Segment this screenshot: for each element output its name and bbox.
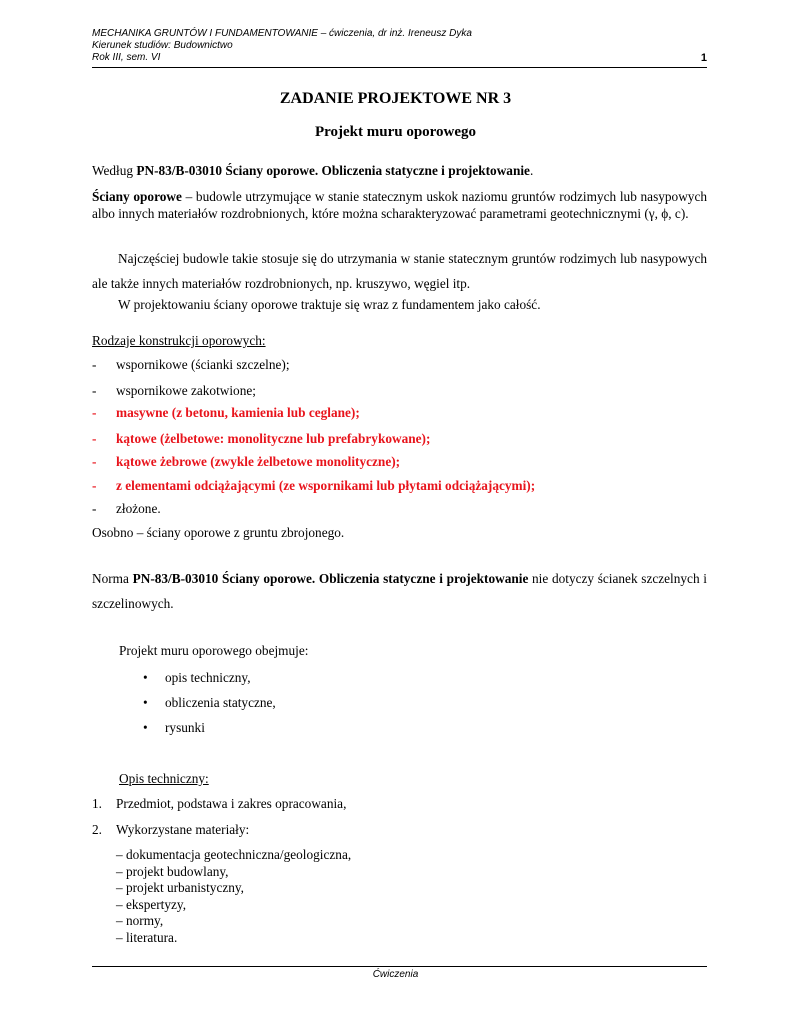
- page-header: [92, 28, 707, 64]
- definition-term: Ściany oporowe: [92, 189, 182, 204]
- bullet-item: • rysunki: [143, 720, 205, 735]
- definition-paragraph: [92, 188, 707, 222]
- material-item: – ekspertyzy,: [116, 896, 187, 912]
- list-item-highlight: - z elementami odciążającymi (ze wspornikami lub płytami odciążającymi);: [92, 478, 536, 493]
- numbered-item: 1. Przedmiot, podstawa i zakres opracowania,: [92, 796, 347, 811]
- paragraph-design: W projektowaniu ściany oporowe traktuje się wraz z fundamentem jako całość.: [118, 297, 541, 312]
- material-item: – dokumentacja geotechniczna/geologiczna,: [116, 847, 352, 862]
- page-footer: Ćwiczenia: [372, 969, 419, 980]
- material-item: – projekt urbanistyczny,: [116, 880, 245, 895]
- separately-note: Osobno – ściany oporowe z gruntu zbrojonego.: [92, 525, 345, 540]
- page-number: 1: [700, 52, 707, 64]
- list-item-highlight: - masywne (z betonu, kamienia lub ceglane);: [92, 405, 360, 420]
- intro-prefix: Według: [92, 163, 137, 178]
- material-item: – literatura.: [116, 929, 178, 945]
- list-item-highlight: - kątowe żebrowe (zwykle żelbetowe monolityczne);: [92, 454, 401, 469]
- header-field: Kierunek studiów: Budownictwo: [92, 40, 233, 51]
- header-divider: [92, 67, 707, 68]
- intro-line: [92, 162, 707, 179]
- bullet-item: • opis techniczny,: [143, 670, 251, 685]
- types-heading: Rodzaje konstrukcji oporowych:: [92, 333, 266, 348]
- list-item: - wspornikowe (ścianki szczelne);: [92, 357, 290, 372]
- list-item: - wspornikowe zakotwione;: [92, 383, 256, 398]
- material-item: – normy,: [116, 913, 164, 928]
- bullet-item: • obliczenia statyczne,: [143, 695, 276, 710]
- page-subtitle: Projekt muru oporowego: [314, 124, 477, 140]
- bullet-icon: •: [143, 720, 148, 735]
- project-includes: Projekt muru oporowego obejmuje:: [119, 643, 309, 658]
- numbered-item: 2. Wykorzystane materiały:: [92, 822, 250, 837]
- bullet-icon: •: [143, 670, 148, 685]
- materials-list: [116, 847, 516, 946]
- header-year: Rok III, sem. VI: [92, 52, 161, 63]
- list-item: - złożone.: [92, 501, 161, 516]
- bullet-icon: •: [143, 695, 148, 710]
- paragraph-usage: Najczęściej budowle takie stosuje się do utrzymania w stanie statecznym gruntów rodzimych lub nasypowych ale także innych materiałów rozdrobnionych, np. kruszywo, węgiel itp.: [92, 251, 707, 291]
- material-item: – projekt budowlany,: [116, 863, 229, 879]
- intro-norm: PN-83/B-03010 Ściany oporowe. Obliczenia statyczne i projektowanie: [136, 163, 530, 178]
- page-title: ZADANIE PROJEKTOWE NR 3: [279, 90, 512, 107]
- definition-text: – budowle utrzymujące w stanie statecznym uskok naziomu gruntów rodzimych lub nasypowych albo innych materiałów rozdrobnionych, które można scharakteryzować parametrami geotechnicznymi (γ, ϕ, c).: [92, 189, 708, 221]
- intro-suffix: .: [529, 163, 534, 178]
- header-course: MECHANIKA GRUNTÓW I FUNDAMENTOWANIE – ćwiczenia, dr inż. Ireneusz Dyka: [92, 28, 472, 39]
- list-item-highlight: - kątowe (żelbetowe: monolityczne lub prefabrykowane);: [92, 431, 431, 446]
- norm-note: Norma PN-83/B-03010 Ściany oporowe. Obliczenia statyczne i projektowanie nie dotyczy ścianek szczelnych i szczelinowych.: [92, 571, 707, 611]
- footer-divider: [92, 966, 707, 967]
- tech-heading: Opis techniczny:: [119, 771, 209, 786]
